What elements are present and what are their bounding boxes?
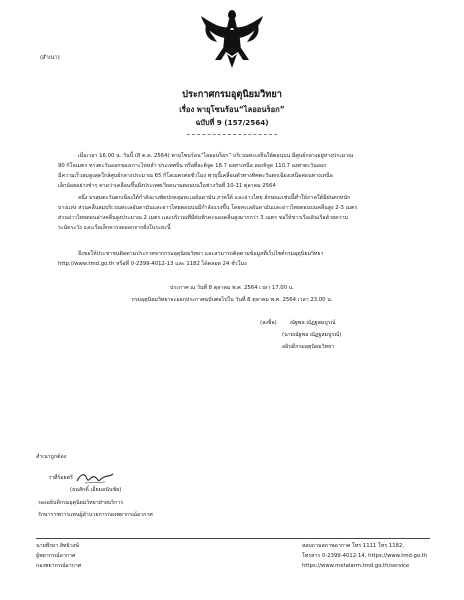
signed-name: ณัฐพล ณัฏฐสมบูรณ์ <box>290 320 336 326</box>
para2-line: อนึ่ง มรสุมตะวันตกเฉียงใต้กำลังแรงพัดปกคลุมทะเลอันดามัน ภาคใต้ และอ่าวไทย ลักษณะเช่นนี้ทำให้ภาคใต้มีฝนตกหนัก <box>78 195 351 201</box>
handwritten-signature-icon <box>75 471 115 485</box>
garuda-emblem-icon <box>193 6 271 72</box>
footer-link[interactable]: https://www.metalarm.tmd.go.th/service <box>302 563 410 569</box>
document-title: ประกาศกรมอุตุนิยมวิทยา <box>182 89 282 100</box>
next-issue-time: กรมอุตุนิยมวิทยาจะออกประกาศฉบับต่อไปใน วันที่ 8 ตุลาคม พ.ศ. 2564 เวลา 23.00 น. <box>131 297 333 303</box>
document-subject: เรื่อง พายุโซนร้อน“ไลออนร็อก” <box>179 105 285 114</box>
para2-line: บางแห่ง ส่วนคลื่นลมบริเวณทะเลอันดามันและอ่าวไทยตอนบนมีกำลังแรงขึ้น โดยทะเลอันดามันและอ่าวไทยตอนบนคลื่นสูง 2-3 เมตร <box>58 205 358 211</box>
certifier-title-1: รองอธิบดีกรมอุตุนิยมวิทยาฝ่ายบริการ <box>38 500 124 506</box>
para1-line: มีความเร็วลมสูงสุดใกล้ศูนย์กลางประมาณ 65 กิโลเมตรต่อชั่วโมง พายุนี้เคลื่อนตัวทางทิศตะวันตกเฉียงเหนือค่อนทางเหนือ <box>58 173 333 179</box>
signatory-full-name: (นายณัฐพล ณัฏฐสมบูรณ์) <box>282 332 342 338</box>
para3-line: จึงขอให้ประชาชนติดตามประกาศจากกรมอุตุนิยมวิทยา และสามารถติดตามข้อมูลที่เว็บไซต์กรมอุตุนิยมวิทยา <box>78 251 324 257</box>
para1-line: 90 กิโลเมตร ทางตะวันออกของเกาะไหหลำ ประเทศจีน หรือที่ละติจูด 18.7 องศาเหนือ ลองจิจูด 110.7 องศาตะวันออก <box>58 163 327 169</box>
certified-copy-label: สำเนาถูกต้อง <box>36 454 67 460</box>
footer-right-line: สอบถามสภาพอากาศ โทร 1111 โทร 1182, <box>302 543 405 549</box>
certifier-rank: ว่าที่ร้อยตรี <box>48 475 73 481</box>
document-issue-number: ฉบับที่ 9 (157/2564) <box>195 118 269 127</box>
para2-line: ระมัดระวัง และเรือเล็กควรงดออกจากฝั่งในระยะนี้ <box>58 225 171 231</box>
para1-line: เมื่อเวลา 16.00 น. วันนี้ (8 ต.ค. 2564) พายุโซนร้อน“ไลออนร็อก” บริเวณทะเลจีนใต้ตอนบน มีศูนย์กลางอยู่ห่างประมาณ <box>78 153 354 159</box>
footer-left-line: กองพยากรณ์อากาศ <box>36 563 82 569</box>
certifier-name: (ธนสักดิ์ เอี่ยมอนันชัย) <box>70 487 122 493</box>
signatory-position: อธิบดีกรมอุตุนิยมวิทยา <box>282 344 335 350</box>
signed-label: (ลงชื่อ) <box>260 320 277 326</box>
footer-right-line: โทรสาร 0-2399-4012-14, https://www.tmd.go.th <box>302 553 428 559</box>
footer-divider <box>36 538 430 539</box>
para1-line: เล็กน้อยอย่างช้าๆ คาดว่าเคลื่อนขึ้นฝั่งประเทศเวียดนามตอนบนในช่วงวันที่ 10-11 ตุลาคม 2564 <box>58 183 276 189</box>
para3-line: http://www.tmd.go.th หรือที่ 0-2399-4012-13 และ 1182 ได้ตลอด 24 ชั่วโมง <box>58 261 247 267</box>
copy-label: (สำเนา) <box>40 55 60 61</box>
certifier-title-2: รักษาราชการแทนผู้อำนวยการกองพยากรณ์อากาศ <box>38 512 153 518</box>
divider <box>187 134 277 135</box>
footer-left-line: นายพีรยา สิทธิวงษ์ <box>36 543 79 549</box>
para2-line: ส่วนอ่าวไทยตอนล่างคลื่นสูงประมาณ 2 เมตร และบริเวณที่มีฝนฟ้าคะนองคลื่นสูงมากกว่า 3 เมตร ขอให้ชาวเรือเดินเรือด้วยความ <box>58 215 349 221</box>
announcement-date: ประกาศ ณ วันที่ 8 ตุลาคม พ.ศ. 2564 เวลา 17.00 น. <box>170 285 294 291</box>
footer-left-line: ผู้พยากรณ์อากาศ <box>36 553 76 559</box>
